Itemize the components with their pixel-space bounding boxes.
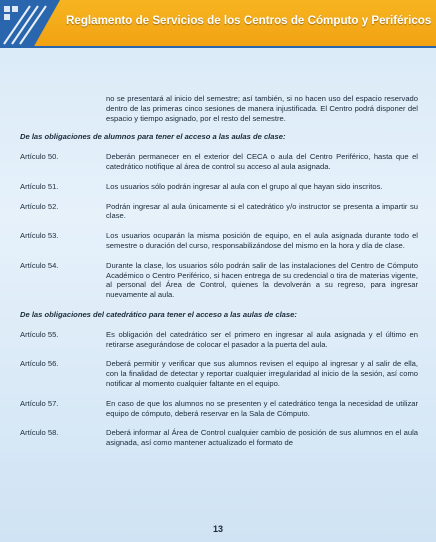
article-label: Artículo 58. <box>20 428 59 438</box>
section-alumnos <box>20 132 418 300</box>
article-56 <box>20 359 418 388</box>
logo-graphic-icon <box>0 0 60 48</box>
article-text: Durante la clase, los usuarios sólo podrán salir de las instalaciones del Centro de Cómputo Académico o Centro Periférico, si hacen entrega de su credencial o tira de materias vigente, al personal del Área de Control, quienes la devolverán a su regreso, para ingresar nuevamente al aula. <box>106 260 418 300</box>
article-54 <box>20 261 418 300</box>
article-label: Artículo 52. <box>20 201 59 211</box>
article-text: Deberá permitir y verificar que sus alumnos revisen el equipo al ingresar y al salir de ella, con la finalidad de detectar y reportar cualquier irregularidad al inicio de la sesión, así como notificar al momento cualquier faltante en el equipo. <box>106 359 418 388</box>
article-label: Artículo 57. <box>20 398 59 408</box>
document-title: Reglamento de Servicios de los Centros de Cómputo y Periféricos <box>66 14 432 27</box>
institution-logo <box>0 0 60 48</box>
article-text: Deberán permanecer en el exterior del CECA o aula del Centro Periférico, hasta que el catedrático notifique al área de control su acceso al aula asignada. <box>106 152 418 171</box>
article-label: Artículo 54. <box>20 260 59 270</box>
article-text: Los usuarios sólo podrán ingresar al aula con el grupo al que hayan sido inscritos. <box>106 181 383 191</box>
document-body <box>20 94 418 458</box>
page-number: 13 <box>212 524 223 534</box>
article-label: Artículo 50. <box>20 152 59 162</box>
article-text: Podrán ingresar al aula únicamente si el catedrático y/o instructor se presenta a impartir su clase. <box>106 201 418 221</box>
article-label: Artículo 55. <box>20 329 59 339</box>
article-58 <box>20 428 418 448</box>
section-catedratico <box>20 310 418 448</box>
article-text: Es obligación del catedrático ser el primero en ingresar al aula asignada y el último en retirarse asegurándose de colocar el pasador a la puerta del aula. <box>106 329 418 349</box>
article-label: Artículo 51. <box>20 181 59 191</box>
article-text: Deberá informar al Área de Control cualquier cambio de posición de sus alumnos en el aula asignada, así como mantener actualizado el formato de <box>106 428 418 448</box>
intro-continuation: no se presentará al inicio del semestre; así también, si no hacen uso del espacio reservado dentro de las primeras cinco sesiones de manera injustificada. El Centro podrá disponer del espacio y tiempo asignado, por el resto del semestre. <box>106 94 418 123</box>
article-52 <box>20 202 418 222</box>
article-55 <box>20 330 418 350</box>
page-header <box>0 0 436 48</box>
section-title-catedratico: De las obligaciones del catedrático para tener el acceso a las aulas de clase: <box>20 309 297 319</box>
article-51 <box>20 182 418 192</box>
article-text: En caso de que los alumnos no se presenten y el catedrático tenga la necesidad de utilizar equipo de cómputo, deberá reservar en la Sala de Cómputo. <box>106 398 418 418</box>
article-50 <box>20 152 418 172</box>
article-label: Artículo 56. <box>20 359 59 369</box>
section-title-alumnos: De las obligaciones de alumnos para tener el acceso a las aulas de clase: <box>20 132 286 142</box>
article-57 <box>20 399 418 419</box>
article-label: Artículo 53. <box>20 231 59 241</box>
article-53 <box>20 231 418 251</box>
article-text: Los usuarios ocuparán la misma posición de equipo, en el aula asignada durante todo el semestre o duración del curso, responsabilizándose del mismo en la hora y día de clase. <box>106 231 418 250</box>
header-divider <box>0 46 436 48</box>
